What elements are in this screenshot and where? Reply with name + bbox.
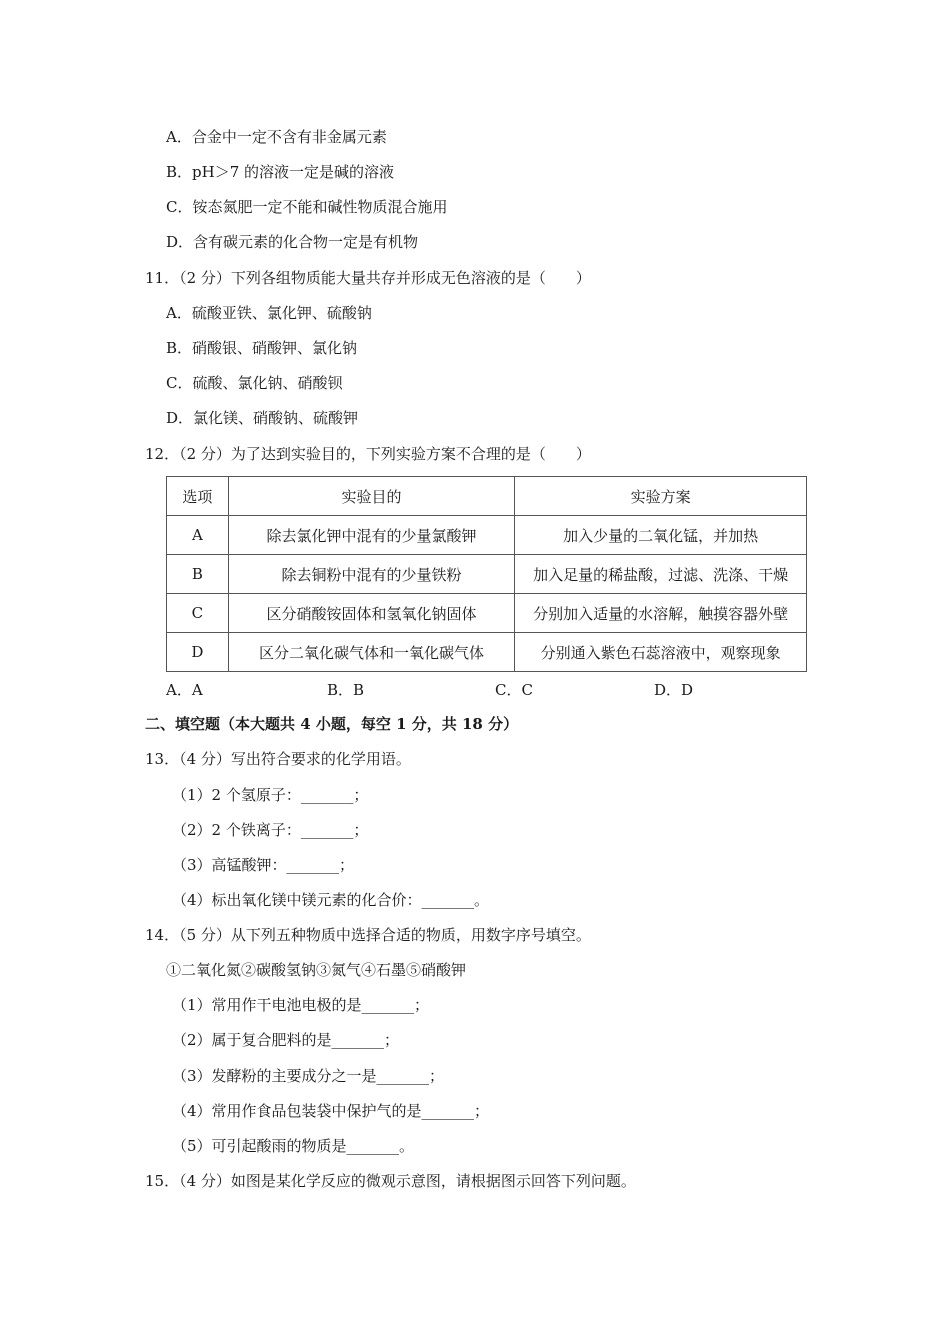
q14-substances: ①二氧化氮②碳酸氢钠③氮气④石墨⑤硝酸钾 bbox=[166, 961, 467, 979]
q14-stem: 14．（5 分）从下列五种物质中选择合适的物质，用数字序号填空。 bbox=[145, 926, 591, 944]
q11-option-b: B．硝酸银、硝酸钾、氯化钠 bbox=[166, 339, 358, 357]
q13-item-1: （1）2 个氢原子：_______； bbox=[172, 786, 369, 804]
table-header-row bbox=[167, 477, 807, 516]
row-plan: 分别加入适量的水溶解，触摸容器外壁 bbox=[515, 594, 807, 633]
row-plan: 加入足量的稀盐酸，过滤、洗涤、干燥 bbox=[515, 555, 807, 594]
q10-option-d: D．含有碳元素的化合物一定是有机物 bbox=[166, 233, 419, 251]
q12-experiment-table bbox=[166, 476, 807, 672]
q13-stem: 13．（4 分）写出符合要求的化学用语。 bbox=[145, 750, 411, 768]
table-row bbox=[167, 594, 807, 633]
q11-stem: 11．（2 分）下列各组物质能大量共存并形成无色溶液的是（ ） bbox=[145, 269, 591, 287]
q14-item-1: （1）常用作干电池电极的是_______； bbox=[172, 996, 430, 1014]
q10-option-a: A．合金中一定不含有非金属元素 bbox=[166, 128, 387, 146]
row-purpose: 区分硝酸铵固体和氢氧化钠固体 bbox=[228, 594, 515, 633]
q13-item-3: （3）高锰酸钾：_______； bbox=[172, 856, 355, 874]
q12-answer-b: B．B bbox=[327, 681, 365, 699]
q12-answer-c: C．C bbox=[495, 681, 533, 699]
header-purpose: 实验目的 bbox=[228, 477, 515, 516]
q15-stem: 15．（4 分）如图是某化学反应的微观示意图，请根据图示回答下列问题。 bbox=[145, 1172, 636, 1190]
table-row bbox=[167, 516, 807, 555]
header-option: 选项 bbox=[167, 477, 229, 516]
header-plan: 实验方案 bbox=[515, 477, 807, 516]
row-purpose: 除去氯化钾中混有的少量氯酸钾 bbox=[228, 516, 515, 555]
q13-item-2: （2）2 个铁离子：_______； bbox=[172, 821, 369, 839]
q12-stem: 12．（2 分）为了达到实验目的，下列实验方案不合理的是（ ） bbox=[145, 445, 591, 463]
q11-option-a: A．硫酸亚铁、氯化钾、硫酸钠 bbox=[166, 304, 372, 322]
q12-answer-a: A．A bbox=[166, 681, 203, 699]
q12-answer-d: D．D bbox=[654, 681, 694, 699]
q11-option-d: D．氯化镁、硝酸钠、硫酸钾 bbox=[166, 409, 359, 427]
q14-item-3: （3）发酵粉的主要成分之一是_______； bbox=[172, 1067, 445, 1085]
row-option: A bbox=[167, 516, 229, 555]
row-purpose: 区分二氧化碳气体和一氧化碳气体 bbox=[228, 633, 515, 672]
q10-option-c: C．铵态氮肥一定不能和碱性物质混合施用 bbox=[166, 198, 448, 216]
row-option: C bbox=[167, 594, 229, 633]
section-2-heading: 二、填空题（本大题共 4 小题，每空 1 分，共 18 分） bbox=[145, 715, 519, 733]
row-plan: 分别通入紫色石蕊溶液中，观察现象 bbox=[515, 633, 807, 672]
q14-item-2: （2）属于复合肥料的是_______； bbox=[172, 1031, 400, 1049]
row-purpose: 除去铜粉中混有的少量铁粉 bbox=[228, 555, 515, 594]
q14-item-5: （5）可引起酸雨的物质是_______。 bbox=[172, 1137, 415, 1155]
row-option: B bbox=[167, 555, 229, 594]
table-row bbox=[167, 633, 807, 672]
row-option: D bbox=[167, 633, 229, 672]
row-plan: 加入少量的二氧化锰，并加热 bbox=[515, 516, 807, 555]
q13-item-4: （4）标出氧化镁中镁元素的化合价：_______。 bbox=[172, 891, 490, 909]
q11-option-c: C．硫酸、氯化钠、硝酸钡 bbox=[166, 374, 343, 392]
q10-option-b: B．pH＞7 的溶液一定是碱的溶液 bbox=[166, 163, 395, 181]
table-row bbox=[167, 555, 807, 594]
q14-item-4: （4）常用作食品包装袋中保护气的是_______； bbox=[172, 1102, 490, 1120]
